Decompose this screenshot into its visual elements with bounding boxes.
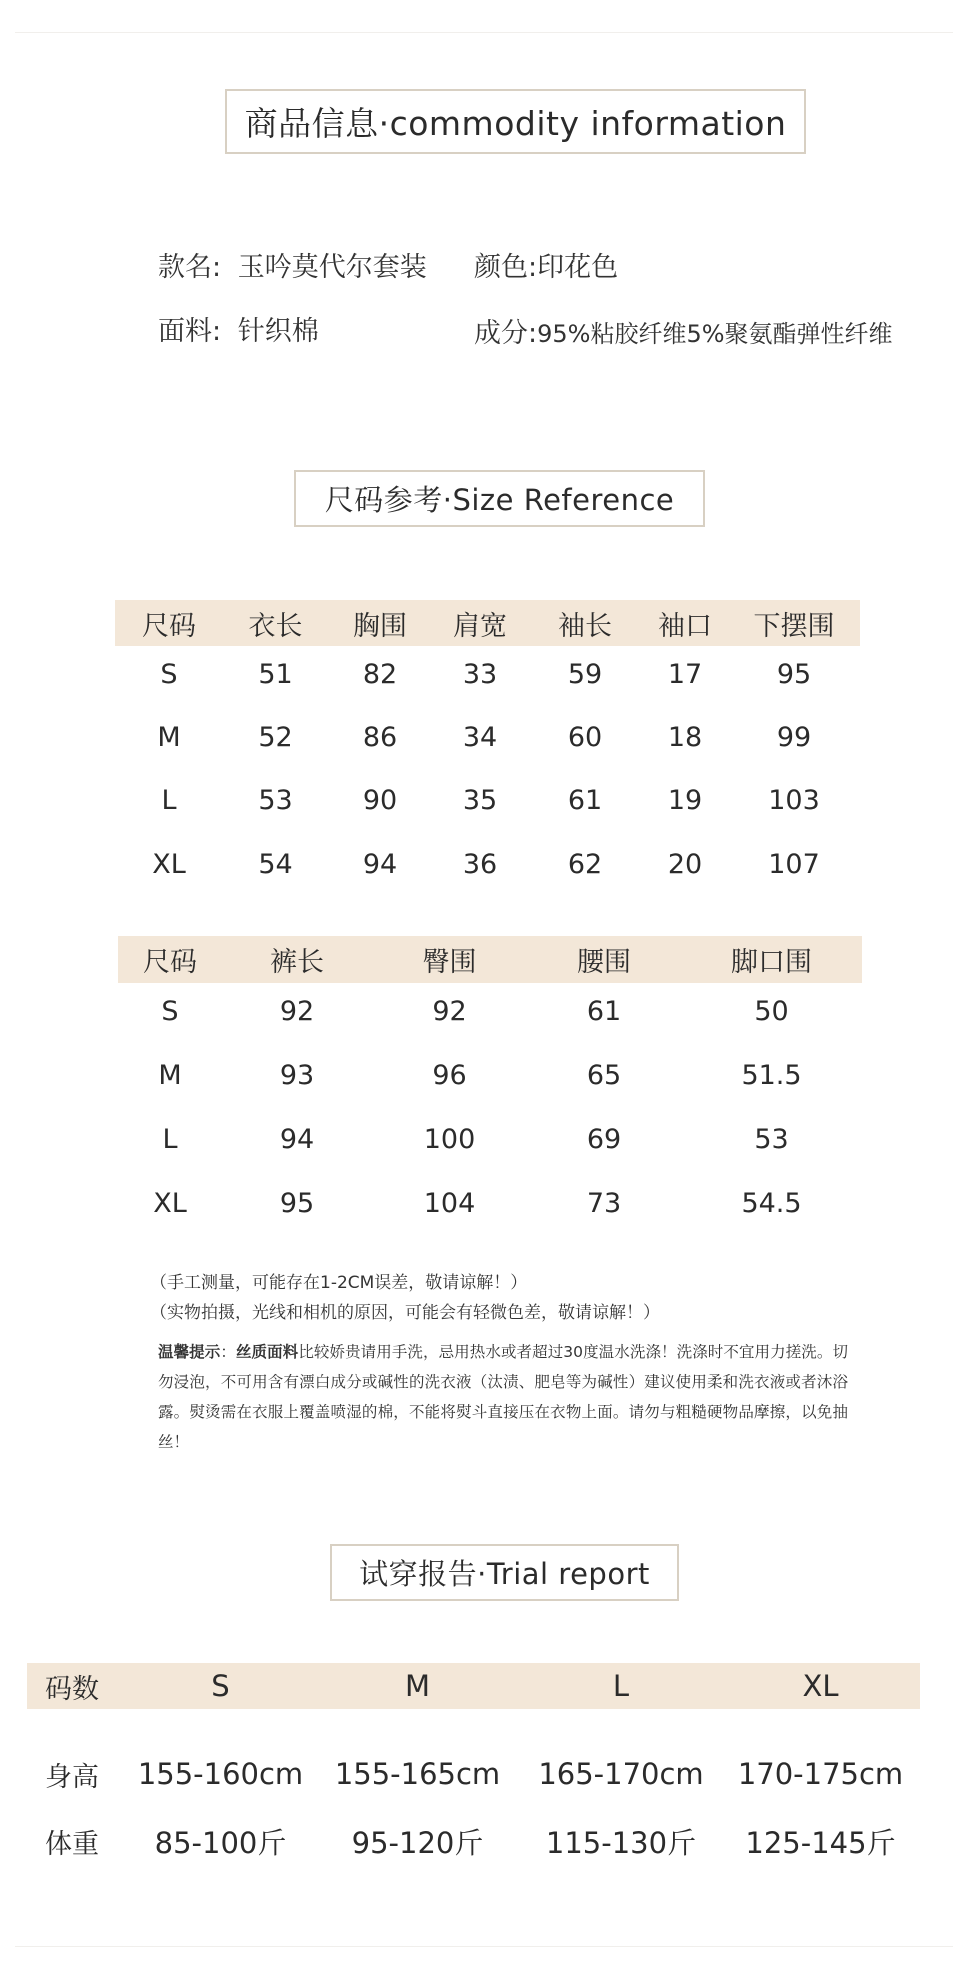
top-divider <box>15 32 953 33</box>
header-cell: 肩宽 <box>453 610 507 642</box>
header-cell: 尺码 <box>143 947 197 978</box>
header-cell: 臀围 <box>422 947 477 978</box>
table-row <box>115 650 860 698</box>
trial-cell: 身高 <box>45 1761 99 1793</box>
table-cell: S <box>161 995 179 1027</box>
table-header-row <box>115 600 860 646</box>
table-cell: 36 <box>462 848 498 880</box>
table-cell: 51.5 <box>741 1059 802 1091</box>
table-cell: 65 <box>586 1059 622 1091</box>
color-value: 印花色 <box>537 252 619 283</box>
header-cell: 尺码 <box>142 610 196 642</box>
table-cell: XL <box>152 848 186 880</box>
table-cell: 90 <box>362 784 398 816</box>
table-cell: 62 <box>567 848 603 880</box>
trial-cell: 85-100斤 <box>154 1825 287 1860</box>
table-cell: XL <box>153 1187 187 1219</box>
table-row <box>115 840 860 888</box>
table-cell: 54 <box>258 848 293 880</box>
header-cell: 袖长 <box>558 610 612 642</box>
table-cell: 35 <box>462 784 498 816</box>
table-cell: 69 <box>586 1123 622 1155</box>
table-cell: 96 <box>432 1059 467 1091</box>
table-cell: 86 <box>362 721 398 753</box>
style-name-row <box>158 245 427 284</box>
table-cell: L <box>162 1123 178 1155</box>
table-cell: 104 <box>423 1187 476 1219</box>
bottom-divider <box>15 1946 953 1947</box>
table-cell: 92 <box>432 995 467 1027</box>
table-cell: 100 <box>423 1123 476 1155</box>
size-reference-title <box>294 470 705 527</box>
table-row <box>118 1115 862 1163</box>
style-label: 款名: <box>158 252 222 283</box>
table-cell: 53 <box>258 784 293 816</box>
table-row <box>118 987 862 1035</box>
table-cell: 60 <box>567 721 603 753</box>
trial-cell: 170-175cm <box>737 1757 904 1791</box>
header-cell: 下摆围 <box>753 610 835 642</box>
table-row <box>115 776 860 824</box>
trial-cell: 体重 <box>45 1828 99 1860</box>
table-cell: 94 <box>362 848 398 880</box>
header-cell: 袖口 <box>658 610 712 642</box>
table-cell: 19 <box>667 784 703 816</box>
trial-header-cell: S <box>211 1669 230 1703</box>
table-header-row <box>118 936 862 983</box>
style-value: 玉吟莫代尔套装 <box>237 252 427 283</box>
table-cell: 61 <box>567 784 603 816</box>
header-cell: 衣长 <box>248 610 303 642</box>
table-cell: 50 <box>754 995 789 1027</box>
table-cell: 59 <box>567 658 603 690</box>
table-row <box>115 713 860 761</box>
trial-row <box>27 1746 920 1802</box>
fabric-row <box>158 309 319 348</box>
table-cell: 103 <box>768 784 820 816</box>
trial-header-cell: M <box>404 1669 431 1703</box>
trial-cell: 95-120斤 <box>351 1825 484 1860</box>
trial-cell: 115-130斤 <box>545 1825 697 1860</box>
table-cell: 95 <box>776 658 812 690</box>
table-cell: 20 <box>667 848 703 880</box>
trial-row <box>27 1813 920 1869</box>
trial-header-cell: L <box>612 1669 630 1703</box>
table-cell: M <box>158 1059 182 1091</box>
header-cell: 胸围 <box>353 610 407 642</box>
table-cell: 95 <box>279 1187 315 1219</box>
commodity-title-text: 商品信息·commodity information <box>244 104 787 143</box>
trial-cell: 165-170cm <box>538 1757 704 1791</box>
color-label: 颜色: <box>474 252 538 283</box>
table-cell: 92 <box>279 995 315 1027</box>
top-size-table <box>115 600 860 890</box>
pants-size-table <box>118 936 862 1228</box>
trial-cell: 125-145斤 <box>745 1825 896 1860</box>
trial-cell: 155-160cm <box>137 1757 304 1791</box>
table-cell: 52 <box>258 721 293 753</box>
header-cell: 腰围 <box>577 947 631 978</box>
table-cell: 94 <box>279 1123 315 1155</box>
tips-label: 温馨提示 <box>158 1343 221 1361</box>
table-cell: 34 <box>462 721 498 753</box>
composition-row <box>474 311 893 350</box>
trial-header-cell: 码数 <box>45 1673 99 1705</box>
table-cell: 73 <box>586 1187 622 1219</box>
care-tips <box>158 1337 848 1457</box>
table-cell: 53 <box>754 1123 789 1155</box>
fabric-value: 针织棉 <box>237 316 319 347</box>
size-reference-title-text: 尺码参考·Size Reference <box>324 483 675 517</box>
header-cell: 脚口围 <box>731 947 812 978</box>
measurement-note: （手工测量，可能存在1-2CM误差，敬请谅解！） <box>150 1273 528 1293</box>
table-cell: 93 <box>279 1059 315 1091</box>
table-cell: 18 <box>667 721 703 753</box>
table-cell: 51 <box>258 658 293 690</box>
trial-report-title <box>330 1544 679 1601</box>
table-cell: S <box>160 658 178 690</box>
trial-cell: 155-165cm <box>334 1757 501 1791</box>
table-cell: M <box>157 721 181 753</box>
tips-body: 比较娇贵请用手洗，忌用热水或者超过30度温水洗涤！洗涤时不宜用力搓洗。切勿浸泡，不可用含有漂白成分或碱性的洗衣液（汰渍、肥皂等为碱性）建议使用柔和洗衣液或者沐浴露。熨烫需在衣服上覆盖喷湿的棉，不能将熨斗直接压在衣物上面。请勿与粗糙硬物品摩擦，以免抽丝！ <box>158 1343 848 1451</box>
table-cell: 33 <box>462 658 498 690</box>
color-note: （实物拍摄，光线和相机的原因，可能会有轻微色差，敬请谅解！） <box>150 1303 660 1323</box>
trial-header-cell: XL <box>802 1669 839 1703</box>
trial-report-table <box>27 1663 920 1863</box>
fabric-label: 面料: <box>158 316 222 347</box>
color-row <box>474 245 618 284</box>
table-cell: 54.5 <box>741 1187 802 1219</box>
table-cell: 99 <box>776 721 812 753</box>
header-cell: 裤长 <box>270 947 324 978</box>
table-row <box>118 1179 862 1227</box>
table-cell: L <box>161 784 177 816</box>
tips-colon: ： <box>220 1343 236 1361</box>
table-cell: 17 <box>667 658 703 690</box>
trial-header-row <box>27 1663 920 1709</box>
trial-report-title-text: 试穿报告·Trial report <box>359 1557 650 1591</box>
commodity-title <box>225 89 806 154</box>
composition-value: 95%粘胶纤维5%聚氨酯弹性纤维 <box>537 320 893 348</box>
tips-material: 丝质面料 <box>235 1343 299 1361</box>
table-cell: 107 <box>768 848 820 880</box>
table-cell: 61 <box>586 995 622 1027</box>
composition-label: 成分: <box>474 318 538 349</box>
table-row <box>118 1051 862 1099</box>
table-cell: 82 <box>362 658 398 690</box>
